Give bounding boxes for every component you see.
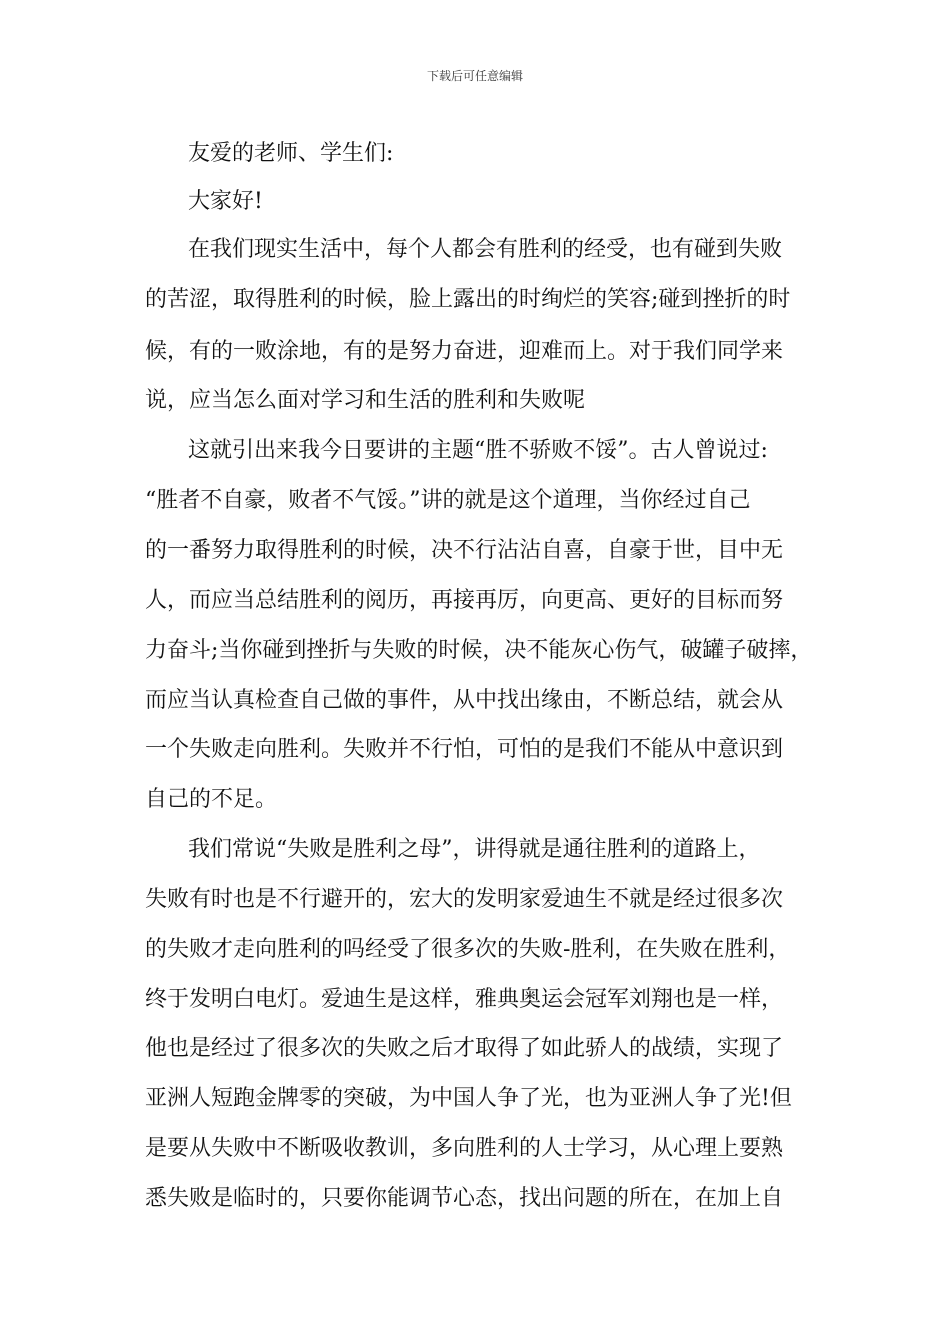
- paragraph-line: 而应当认真检查自己做的事件，从中找出缘由，不断总结，就会从: [145, 688, 784, 713]
- salutation-line: 大家好!: [188, 189, 263, 214]
- page-header: 下载后可任意编辑: [426, 69, 523, 83]
- paragraph-line: 力奋斗;当你碰到挫折与失败的时候，决不能灰心伤气，破罐子破摔，: [145, 638, 813, 663]
- paragraph-line: 是要从失败中不断吸收教训，多向胜利的人士学习，从心理上要熟: [145, 1136, 784, 1161]
- paragraph-line: 的一番努力取得胜利的时候，决不行沾沾自喜，自豪于世，目中无: [145, 538, 784, 563]
- paragraph-line: 说，应当怎么面对学习和生活的胜利和失败呢: [145, 388, 586, 413]
- paragraph-line: 悉失败是临时的，只要你能调节心态，找出问题的所在，在加上自: [145, 1186, 784, 1211]
- paragraph-line: 终于发明白电灯。爱迪生是这样，雅典奥运会冠军刘翔也是一样，: [145, 987, 784, 1012]
- paragraph-line: 他也是经过了很多次的失败之后才取得了如此骄人的战绩，实现了: [145, 1036, 784, 1061]
- paragraph-line: 的苦涩，取得胜利的时候，脸上露出的时绚烂的笑容;碰到挫折的时: [145, 287, 791, 312]
- paragraph-line: 的失败才走向胜利的吗经受了很多次的失败-胜利，在失败在胜利，: [145, 937, 791, 962]
- greeting-line: 友爱的老师、学生们:: [188, 141, 394, 166]
- paragraph-line: 一个失败走向胜利。失败并不行怕，可怕的是我们不能从中意识到: [145, 737, 784, 762]
- paragraph-line: 自己的不足。: [145, 787, 278, 812]
- paragraph-line: 我们常说“失败是胜利之母”，讲得就是通往胜利的道路上，: [188, 837, 761, 862]
- paragraph-line: 失败有时也是不行避开的，宏大的发明家爱迪生不就是经过很多次: [145, 887, 784, 912]
- paragraph-line: 亚洲人短跑金牌零的突破，为中国人争了光，也为亚洲人争了光!但: [145, 1086, 792, 1111]
- paragraph-line: 候，有的一败涂地，有的是努力奋进，迎难而上。对于我们同学来: [145, 339, 784, 364]
- paragraph-line: 在我们现实生活中，每个人都会有胜利的经受，也有碰到失败: [188, 237, 783, 262]
- paragraph-line: “胜者不自豪，败者不气馁。”讲的就是这个道理，当你经过自己: [145, 488, 751, 513]
- paragraph-line: 这就引出来我今日要讲的主题“胜不骄败不馁”。古人曾说过:: [188, 438, 768, 463]
- paragraph-line: 人，而应当总结胜利的阅历，再接再厉，向更高、更好的目标而努: [145, 588, 784, 613]
